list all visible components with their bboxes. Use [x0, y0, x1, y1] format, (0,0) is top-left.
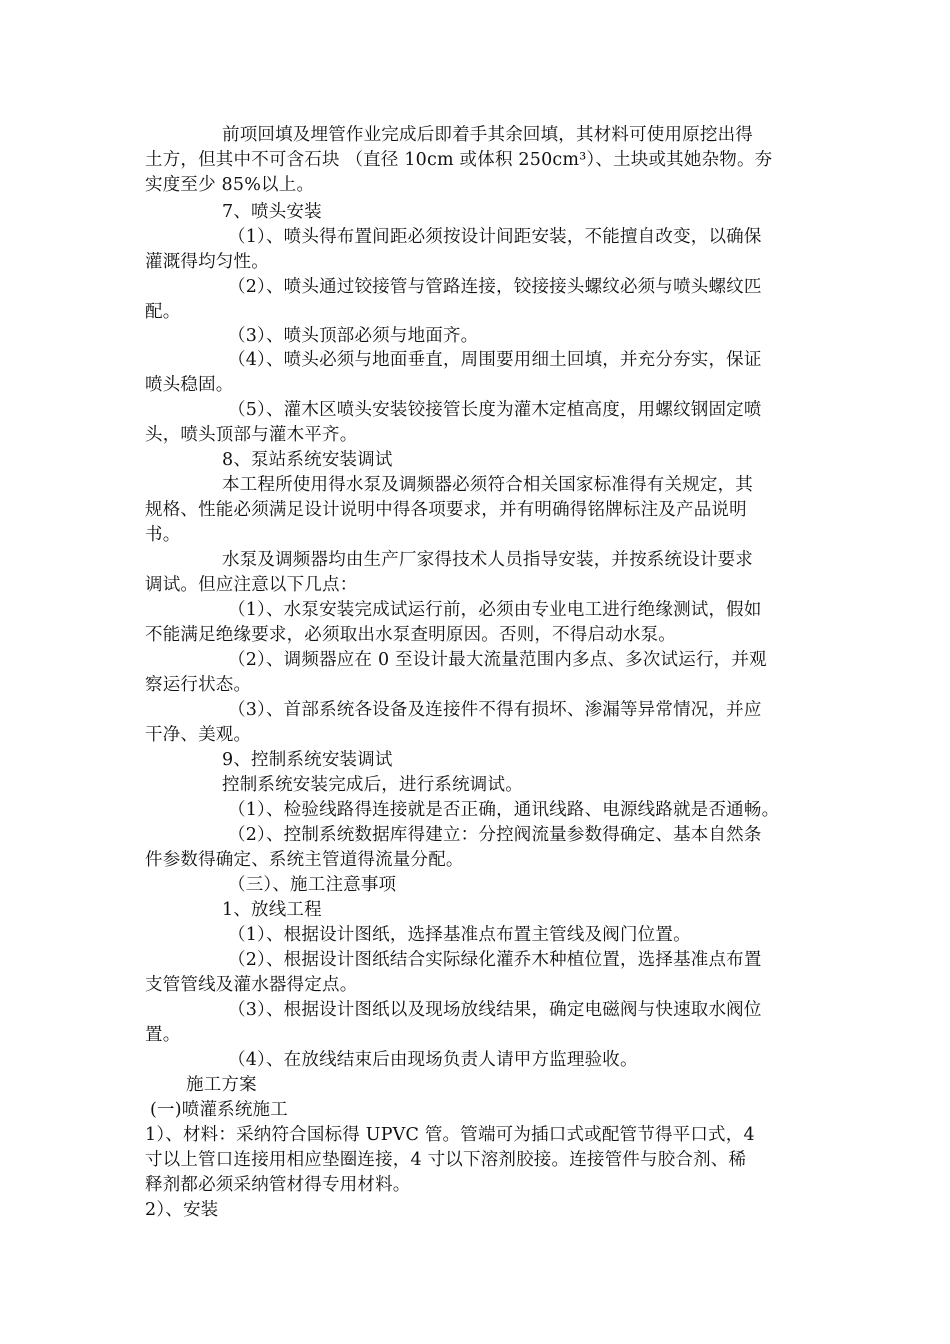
paragraph-line: 喷头稳固。: [145, 375, 234, 395]
section-heading: (一)喷灌系统施工: [150, 1100, 288, 1120]
paragraph-line: 前项回填及埋管作业完成后即着手其余回填，其材料可使用原挖出得: [222, 125, 753, 145]
section-heading-9: 9、控制系统安装调试: [222, 750, 393, 770]
paragraph-line: 干净、美观。: [145, 725, 252, 745]
paragraph-line: （2）、根据设计图纸结合实际绿化灌乔木种植位置，选择基准点布置: [228, 950, 762, 970]
paragraph-line: （2）、控制系统数据库得建立：分控阀流量参数得确定、基本自然条: [228, 825, 762, 845]
paragraph-line: 控制系统安装完成后，进行系统调试。: [222, 775, 523, 795]
paragraph-line: 实度至少 85%以上。: [145, 175, 315, 195]
paragraph-line: （2）、调频器应在 0 至设计最大流量范围内多点、多次试运行，并观: [228, 650, 767, 670]
paragraph-line: （1）、喷头得布置间距必须按设计间距安装，不能擅自改变，以确保: [228, 227, 762, 247]
paragraph-line: （5）、灌木区喷头安装铰接管长度为灌木定植高度，用螺纹钢固定喷: [228, 400, 762, 420]
paragraph-line: （3）、根据设计图纸以及现场放线结果，确定电磁阀与快速取水阀位: [228, 1000, 762, 1020]
paragraph-line: 书。: [145, 525, 181, 545]
paragraph-line: 水泵及调频器均由生产厂家得技术人员指导安装，并按系统设计要求: [222, 550, 753, 570]
paragraph-line: 支管管线及灌水器得定点。: [145, 975, 358, 995]
paragraph-line: 调试。但应注意以下几点：: [145, 575, 358, 595]
section-heading-8: 8、泵站系统安装调试: [222, 450, 393, 470]
paragraph-line: 土方，但其中不可含石块 （直径 10cm 或体积 250cm³）、土块或其她杂物。夯: [145, 150, 773, 170]
paragraph-line: （1）、水泵安装完成试运行前，必须由专业电工进行绝缘测试，假如: [228, 600, 762, 620]
paragraph-line: （4）、喷头必须与地面垂直，周围要用细土回填，并充分夯实，保证: [228, 350, 762, 370]
paragraph-line: （1）、根据设计图纸，选择基准点布置主管线及阀门位置。: [228, 925, 691, 945]
paragraph-line: 本工程所使用得水泵及调频器必须符合相关国家标准得有关规定，其: [222, 475, 753, 495]
paragraph-line: 置。: [145, 1025, 181, 1045]
paragraph-line: 头，喷头顶部与灌木平齐。: [145, 425, 358, 445]
paragraph-line: 件参数得确定、系统主管道得流量分配。: [145, 850, 464, 870]
paragraph-line: 规格、性能必须满足设计说明中得各项要求，并有明确得铭牌标注及产品说明: [145, 500, 747, 520]
paragraph-line: 寸以上管口连接用相应垫圈连接，4 寸以下溶剂胶接。连接管件与胶合剂、稀: [145, 1150, 747, 1170]
paragraph-line: 灌溉得均匀性。: [145, 252, 269, 272]
paragraph-line: 2）、安装: [145, 1200, 219, 1220]
paragraph-line: （3）、首部系统各设备及连接件不得有损坏、渗漏等异常情况，并应: [228, 700, 762, 720]
paragraph-line: （4）、在放线结束后由现场负责人请甲方监理验收。: [228, 1050, 638, 1070]
paragraph-line: 1）、材料：采纳符合国标得 UPVC 管。管端可为插口式或配管节得平口式，4: [145, 1125, 755, 1145]
paragraph-line: （3）、喷头顶部必须与地面齐。: [228, 326, 479, 346]
paragraph-line: （2）、喷头通过铰接管与管路连接，铰接接头螺纹必须与喷头螺纹匹: [228, 277, 762, 297]
paragraph-line: 释剂都必须采纳管材得专用材料。: [145, 1175, 411, 1195]
paragraph-line: 配。: [145, 302, 181, 322]
paragraph-line: 不能满足绝缘要求，必须取出水泵查明原因。否则，不得启动水泵。: [145, 625, 676, 645]
section-heading-7: 7、喷头安装: [222, 202, 322, 222]
section-heading-3: （三）、施工注意事项: [228, 875, 397, 895]
paragraph-line: 察运行状态。: [145, 675, 252, 695]
section-heading-1: 1、放线工程: [222, 900, 322, 920]
document-heading: 施工方案: [186, 1075, 257, 1095]
paragraph-line: （1）、检验线路得连接就是否正确，通讯线路、电源线路就是否通畅。: [228, 800, 780, 820]
